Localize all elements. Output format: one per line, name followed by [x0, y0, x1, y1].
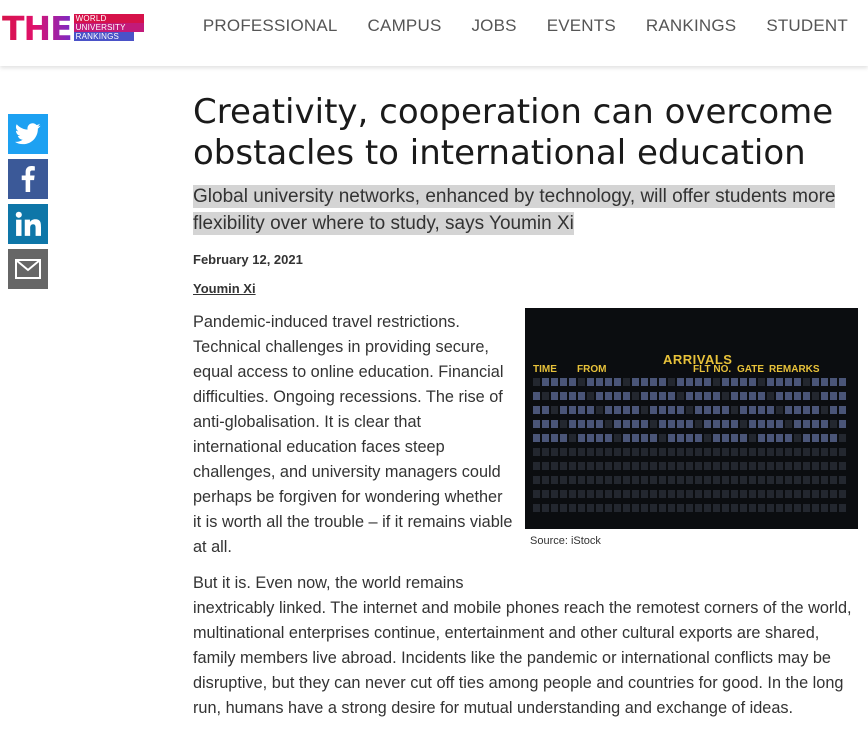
board-row: [533, 448, 853, 456]
article-title: Creativity, cooperation can overcome obstacles to international education: [193, 92, 834, 173]
board-row: [533, 392, 853, 400]
board-row: [533, 476, 853, 484]
share-twitter-button[interactable]: [8, 114, 48, 154]
board-row: [533, 462, 853, 470]
linkedin-icon: [15, 211, 41, 237]
board-header-remarks: REMARKS: [769, 364, 820, 375]
image-caption: Source: iStock: [530, 535, 601, 547]
nav-campus[interactable]: CAMPUS: [367, 16, 442, 35]
nav-rankings[interactable]: RANKINGS: [645, 16, 737, 35]
standfirst-text: Global university networks, enhanced by technology, will offer students more flexibility over where to study, says Youmin Xi: [193, 186, 836, 234]
paragraph-2-rest: inextricably linked. The internet and mobile phones reach the remotest corners of the world, multinational enterprises continue, entertainment and other cultural exports are shared, family members live abroad. Incidents like the pandemic or international conflicts may be disruptive, but they can never cut off ties among people and countries for good. In the long run, humans have a strong desire for mutual understanding and exchange of ideas.: [193, 599, 852, 717]
board-row: [533, 406, 853, 414]
board-header-from: FROM: [577, 364, 607, 375]
board-header-time: TIME: [533, 364, 557, 375]
facebook-icon: [21, 166, 35, 192]
board-row: [533, 504, 853, 512]
nav-professional[interactable]: PROFESSIONAL: [202, 16, 338, 35]
logo-line-university: UNIVERSITY: [74, 23, 144, 32]
nav-jobs[interactable]: JOBS: [471, 16, 517, 35]
board-rows: [533, 378, 853, 518]
share-linkedin-button[interactable]: [8, 204, 48, 244]
logo-line-world: WORLD: [74, 14, 144, 23]
board-header-flt: FLT NO.: [693, 364, 732, 375]
nav-events[interactable]: EVENTS: [546, 16, 616, 35]
main-nav: [203, 16, 848, 36]
board-row: [533, 434, 853, 442]
logo-tagline: [74, 14, 144, 41]
board-title: ARRIVALS: [663, 352, 733, 367]
article-image: [525, 308, 858, 529]
board-row: [533, 420, 853, 428]
the-logo[interactable]: [2, 9, 144, 50]
paragraph-2-first-line: But it is. Even now, the world remains: [193, 574, 464, 592]
board-row: [533, 378, 853, 386]
email-icon: [15, 259, 41, 279]
board-row: [533, 490, 853, 498]
board-header-gate: GATE: [737, 364, 765, 375]
logo-mark: THE: [2, 9, 72, 48]
logo-line-rankings: RANKINGS: [74, 32, 134, 41]
share-email-button[interactable]: [8, 249, 48, 289]
article-date: February 12, 2021: [193, 252, 303, 267]
article-paragraph-1: Pandemic-induced travel restrictions. Technical challenges in providing secure, equal access to online education. Financial difficulties. Ongoing recessions. The rise of anti-globalisation. It is clear that international education faces steep challenges, and university managers could perhaps be forgiven for wondering whether it is worth all the trouble – if it remains viable at all.: [193, 313, 513, 556]
share-bar: [8, 114, 48, 294]
site-header: [0, 0, 868, 66]
twitter-icon: [15, 123, 41, 145]
nav-student[interactable]: STUDENT: [766, 16, 848, 35]
share-facebook-button[interactable]: [8, 159, 48, 199]
article-paragraph-2: [193, 571, 853, 721]
article-standfirst: [193, 183, 853, 237]
author-link[interactable]: Youmin Xi: [193, 281, 256, 296]
